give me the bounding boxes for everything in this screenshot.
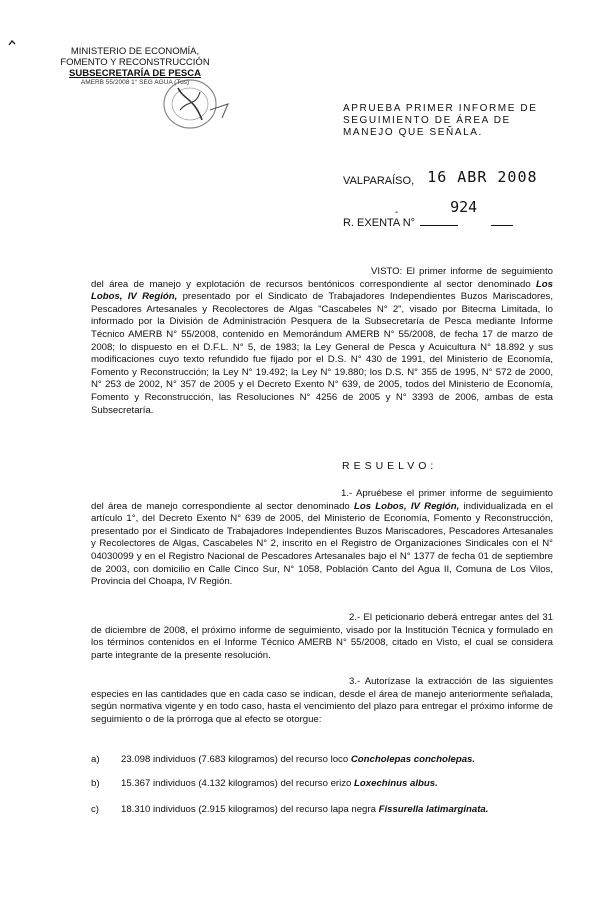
article-1-paragraph — [91, 488, 553, 589]
ministry-line-2: FOMENTO Y RECONSTRUCCIÓN — [60, 57, 210, 68]
resuelvo-heading: RESUELVO: — [342, 460, 438, 472]
item-label: b) — [91, 778, 100, 789]
ministry-line-1: MINISTERIO DE ECONOMÍA, — [70, 46, 200, 57]
article-2-paragraph: 2.- El peticionario deberá entregar antes del 31 de diciembre de 2008, el próximo informe de seguimiento, visado por la Institución Técnica y formulado en los términos contenidos en el Informe Técnico AMERB N° 55/2008, citado en Visto, el cual se considera parte integrante de la presente resolución. — [91, 612, 553, 661]
list-item — [91, 778, 553, 790]
article-1-rest: individualizada en el artículo 1°, del Decreto Exento N° 639 de 2005, del Ministerio de Economía, Fomento y Reconstrucción, presentado por el Sindicato de Trabajadores Independientes Buzos Mariscadores, Pescadores Artesanales y Recolectores de Algas, Cascabeles N° 2, inscrito en el Registro de Organizaciones Sindicales con el N° 04030099 y en el Registro Nacional de Pescadores Artesanales bajo el N° 1377 de fecha 01 de septiembre de 2003, con domicilio en Calle Cinco Sur, N° 1058, Población Canto del Agua II, Comuna de Los Vilos, Provincia del Choapa, IV Región. — [91, 500, 554, 588]
subsecretaria-line: SUBSECRETARÍA DE PESCA — [69, 68, 201, 79]
item-label: c) — [91, 804, 99, 815]
item-text: 23.098 individuos (7.683 kilogramos) del recurso loco — [121, 754, 351, 765]
article-3-paragraph: 3.- Autorízase la extracción de las siguientes especies en las cantidades que en cada caso se indican, desde el área de manejo anteriormente señalada, según normativa vigente y en todo caso, hasta el vencimiento del plazo para entregar el próximo informe de seguimiento o de la prórroga que al efecto se otorgue: — [91, 676, 553, 725]
resolution-subject: APRUEBA PRIMER INFORME DE SEGUIMIENTO DE ÁREA DE MANEJO QUE SEÑALA. — [343, 103, 538, 138]
item-species: Loxechinus albus. — [354, 778, 438, 789]
place-date-line — [343, 170, 538, 188]
resolution-label: R. EXENTA N° — [343, 217, 416, 229]
item-text: 15.367 individuos (4.132 kilogramos) del recurso erizo — [121, 778, 355, 789]
number-dash: - — [395, 207, 399, 218]
date-stamp: 16 ABR 2008 — [427, 168, 538, 186]
article-1-lead: 1.- Apruébese el primer informe de seguimiento del área de manejo correspondiente al sector denominado — [91, 488, 553, 512]
visto-lead: VISTO: El primer informe de seguimiento del área de manejo y explotación de recursos bentónicos correspondiente al sector denominado — [91, 266, 553, 290]
item-text: 18.310 individuos (2.915 kilogramos) del recurso lapa negra — [121, 804, 379, 815]
number-underline — [420, 225, 458, 226]
resolution-number: 924 — [450, 198, 478, 216]
visto-paragraph — [91, 266, 553, 417]
list-item — [91, 804, 553, 816]
visto-sector: Los Lobos, IV Región, — [91, 278, 553, 303]
list-item — [91, 754, 553, 766]
reference-code: AMERB 55/2008 1° SEG AGUA (Tus) — [80, 79, 190, 86]
item-species: Fissurella latimarginata. — [378, 804, 489, 815]
item-species: Concholepas concholepas. — [350, 754, 476, 765]
article-1-sector: Los Lobos, IV Región, — [353, 500, 460, 512]
item-label: a) — [91, 754, 100, 765]
ink-mark — [8, 40, 16, 46]
place-label: VALPARAÍSO, — [343, 175, 415, 187]
number-underline-2 — [491, 225, 513, 226]
visto-rest: presentado por el Sindicato de Trabajadores Independientes Buzos Mariscadores, Pescadores Artesanales y Recolectores de Algas "Cascabeles N° 2", visado por Bitecma Limitada, lo informado por la División de Administración Pesquera de la Subsecretaría de Pesca mediante Informe Técnico AMERB N° 55/2008, contenido en Memorándum AMERB N° 55/2008, de fecha 17 de marzo de 2008; lo dispuesto en el D.F.L. N° 5, de 1983; la Ley General de Pesca y Acuicultura N° 18.892 y sus modificaciones cuyo texto refundido fue fijado por el D.S. N° 430 de 1991, del Ministerio de Economía, Fomento y Reconstrucción; la Ley N° 19.492; la Ley N° 19.880; los D.S. N° 355 de 1995, N° 572 de 2000, N° 253 de 2002, N° 357 de 2005 y el Decreto Exento N° 639, de 2005, todos del Ministerio de Economía, Fomento y Reconstrucción, las Resoluciones N° 4256 de 2005 y N° 3393 de 2006, ambas de esta Subsecretaría. — [91, 291, 554, 416]
resolution-number-line — [343, 198, 513, 230]
official-seal-stamp — [150, 70, 240, 140]
